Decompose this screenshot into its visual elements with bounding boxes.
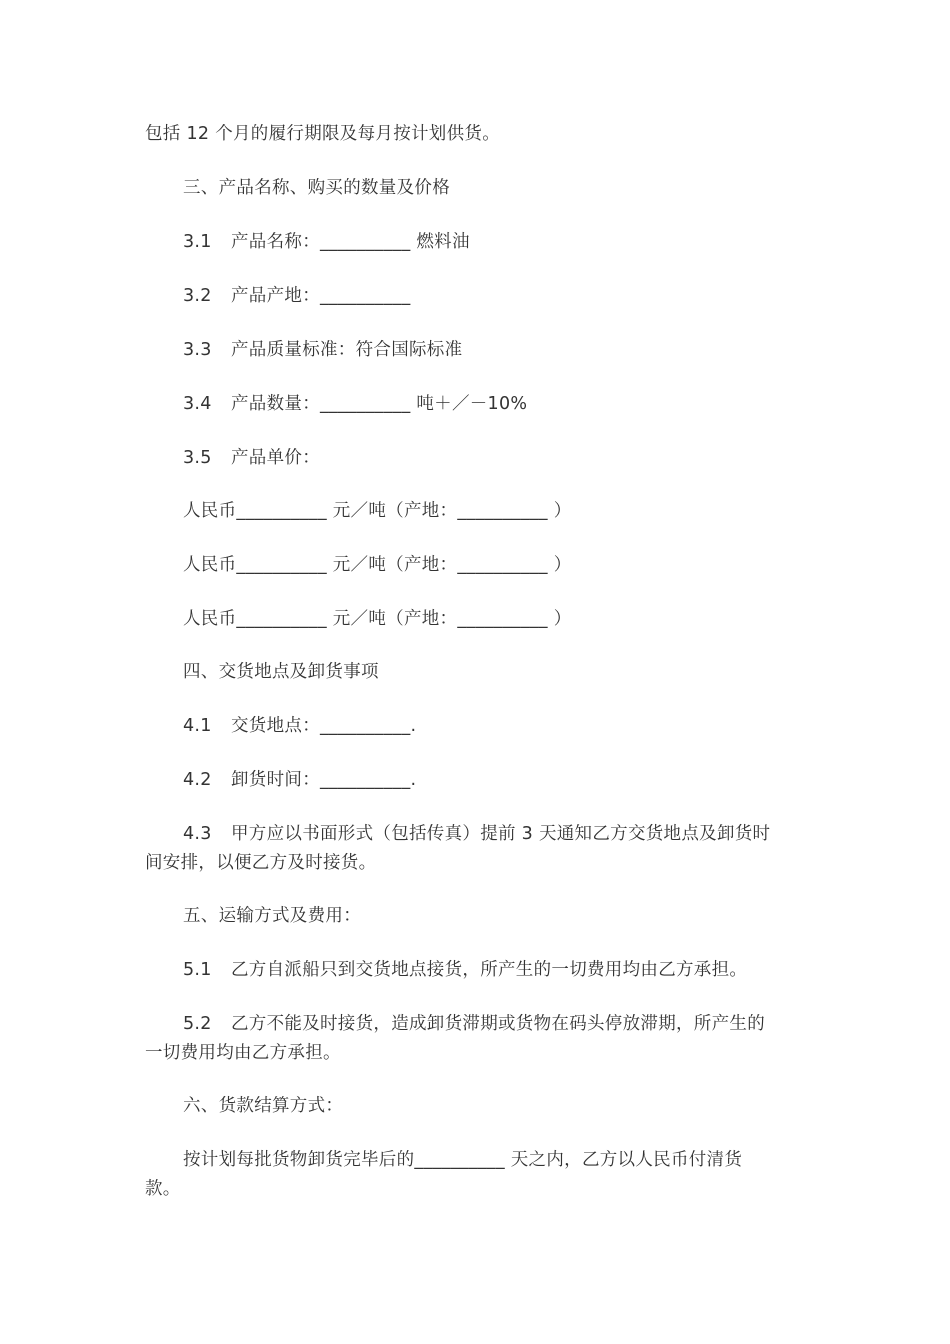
payment-clause [183, 1148, 853, 1172]
clause-text: 产品数量：__________ 吨＋／－10% [231, 394, 528, 414]
clause-number: 5.2 [183, 1014, 212, 1034]
clause-4-3 [183, 822, 853, 846]
clause-number: 3.4 [183, 394, 212, 414]
text: 包括 12 个月的履行期限及每月按计划供货。 [145, 124, 500, 144]
paragraph-line [145, 851, 815, 875]
clause-text: 产品名称：__________ 燃料油 [231, 232, 470, 252]
section-heading-6 [183, 1094, 853, 1118]
clause-number: 4.2 [183, 770, 212, 790]
clause-text: 乙方不能及时接货，造成卸货滞期或货物在码头停放滞期，所产生的 [231, 1014, 765, 1034]
clause-text: 乙方自派船只到交货地点接货，所产生的一切费用均由乙方承担。 [231, 960, 748, 980]
clause-5-1 [183, 958, 853, 982]
text: 一切费用均由乙方承担。 [145, 1043, 341, 1063]
clause-number: 3.3 [183, 340, 212, 360]
paragraph-line [145, 1041, 815, 1065]
price-line [183, 499, 853, 523]
text: 按计划每批货物卸货完毕后的__________ 天之内，乙方以人民币付清货 [183, 1150, 743, 1170]
price-line [183, 607, 853, 631]
clause-number: 3.2 [183, 286, 212, 306]
clause-3-4 [183, 392, 853, 416]
clause-3-1 [183, 230, 853, 254]
clause-number: 4.1 [183, 716, 212, 736]
text: 五、运输方式及费用： [183, 906, 361, 926]
section-heading-3 [183, 176, 853, 200]
price-line [183, 553, 853, 577]
clause-text: 产品产地：__________ [231, 286, 411, 306]
clause-text: 产品单价： [231, 448, 320, 468]
paragraph-line [145, 122, 815, 146]
clause-3-5 [183, 446, 853, 470]
clause-4-2 [183, 768, 853, 792]
text: 人民币__________ 元／吨（产地：__________ ） [183, 555, 572, 575]
text: 三、产品名称、购买的数量及价格 [183, 178, 450, 198]
clause-text: 甲方应以书面形式（包括传真）提前 3 天通知乙方交货地点及卸货时 [231, 824, 771, 844]
text: 六、货款结算方式： [183, 1096, 344, 1116]
clause-text: 卸货时间：__________. [231, 770, 417, 790]
clause-number: 3.5 [183, 448, 212, 468]
text: 人民币__________ 元／吨（产地：__________ ） [183, 501, 572, 521]
clause-3-2 [183, 284, 853, 308]
clause-text: 产品质量标准：符合国际标准 [231, 340, 463, 360]
clause-number: 3.1 [183, 232, 212, 252]
clause-number: 4.3 [183, 824, 212, 844]
paragraph-line [145, 1177, 815, 1201]
clause-number: 5.1 [183, 960, 212, 980]
section-heading-5 [183, 904, 853, 928]
clause-3-3 [183, 338, 853, 362]
text: 四、交货地点及卸货事项 [183, 662, 379, 682]
text: 人民币__________ 元／吨（产地：__________ ） [183, 609, 572, 629]
clause-text: 交货地点：__________. [231, 716, 417, 736]
clause-4-1 [183, 714, 853, 738]
text: 间安排，以便乙方及时接货。 [145, 853, 377, 873]
text: 款。 [145, 1179, 181, 1199]
section-heading-4 [183, 660, 853, 684]
clause-5-2 [183, 1012, 853, 1036]
